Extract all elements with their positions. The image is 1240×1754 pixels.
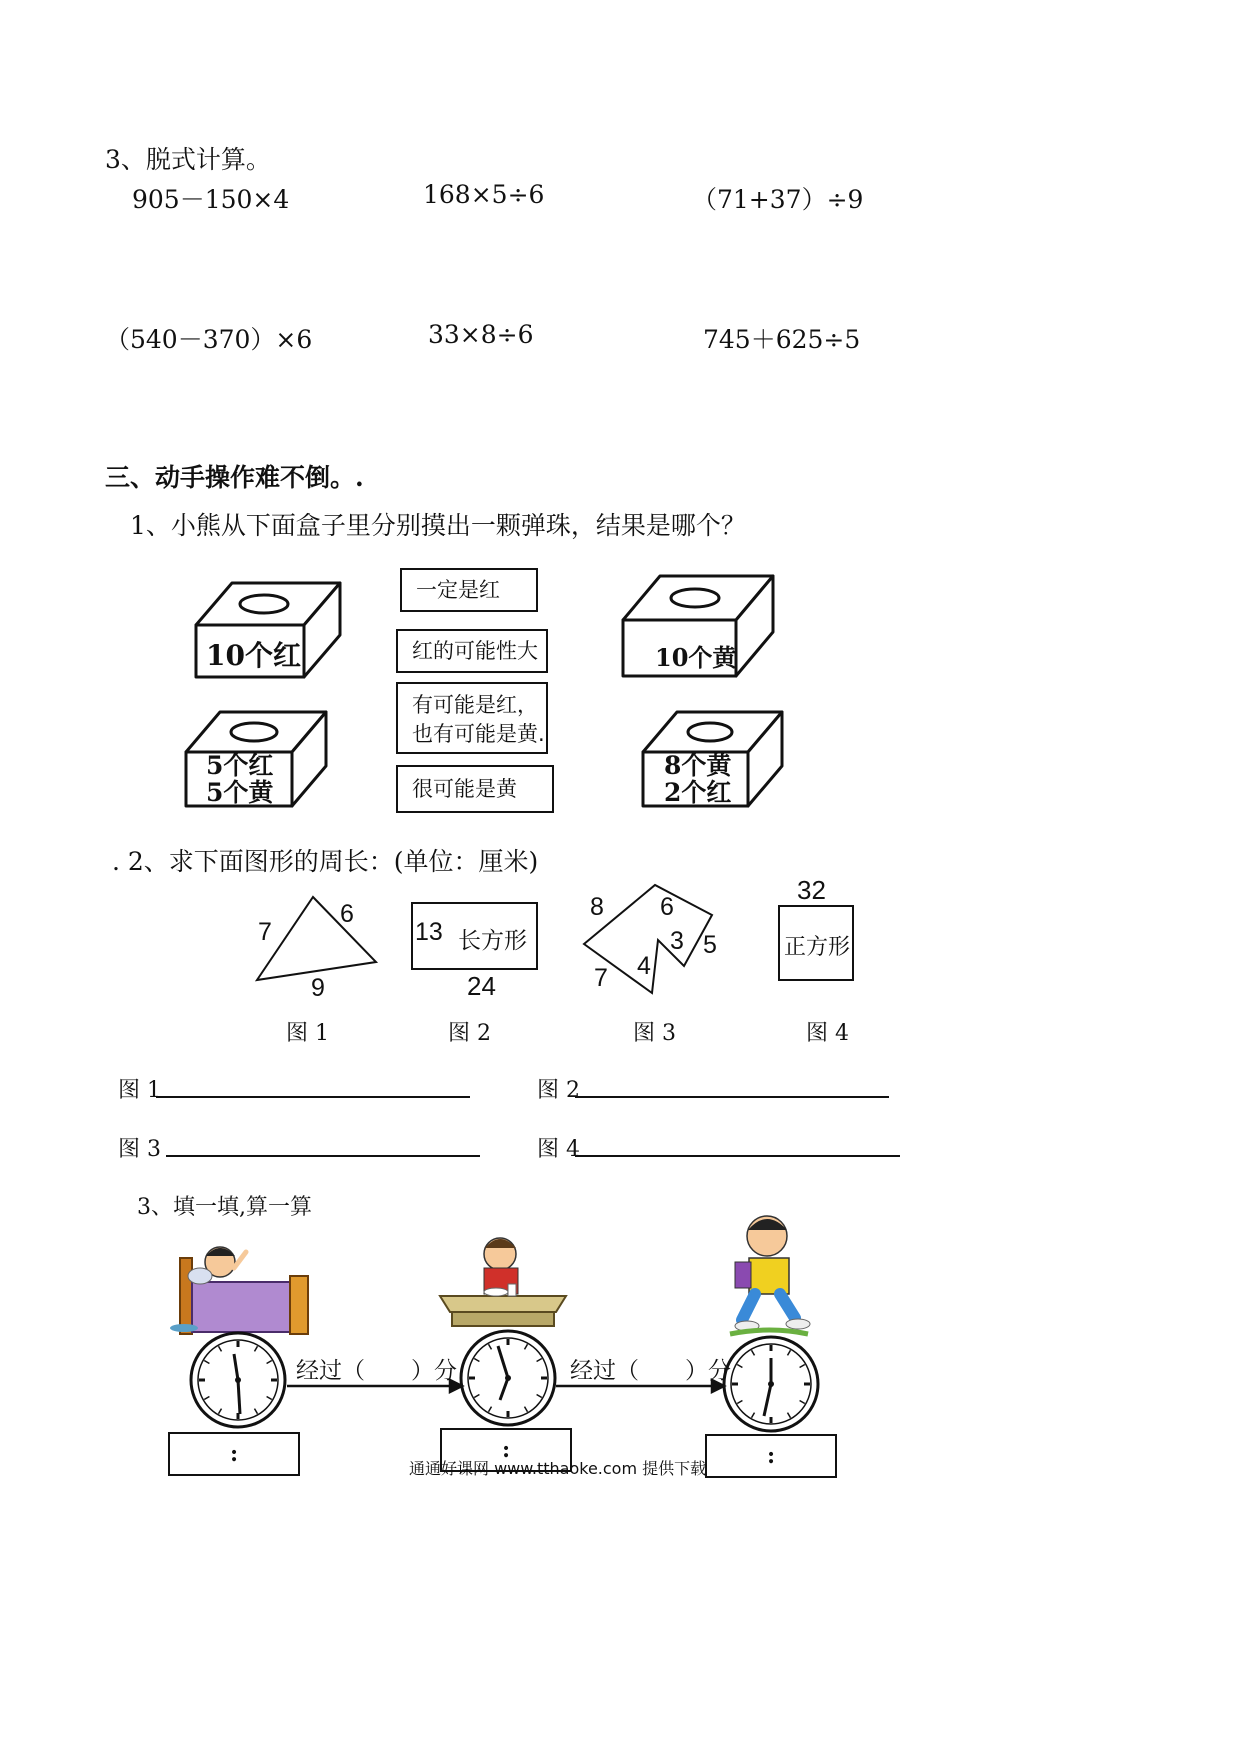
caption-fig3: 图 3 bbox=[633, 1021, 676, 1046]
option-maybe-line-2: 也有可能是黄. bbox=[412, 722, 545, 746]
fig3-side-3: 3 bbox=[670, 927, 684, 955]
option-maybe-line-1: 有可能是红， bbox=[412, 693, 538, 717]
clock-2-center bbox=[505, 1375, 511, 1381]
fig3-side-8: 8 bbox=[590, 893, 604, 921]
clock-3-center bbox=[768, 1381, 774, 1387]
fig3-side-7: 7 bbox=[594, 964, 608, 992]
q2-prompt: . 2、求下面图形的周长：(单位：厘米) bbox=[112, 847, 539, 876]
fig1-side-right: 6 bbox=[340, 900, 354, 928]
option-red-more-likely-label: 红的可能性大 bbox=[412, 639, 538, 663]
q3-prompt: 3、填一填,算一算 bbox=[137, 1195, 312, 1220]
box-label-5-red: 5个红 bbox=[206, 751, 274, 780]
time-box-1-colon: : bbox=[229, 1441, 239, 1467]
calc-problem-2: 168×5÷6 bbox=[423, 180, 545, 209]
time-box-3-colon: : bbox=[766, 1443, 776, 1469]
arrow-label-2: 经过（ ）分 bbox=[570, 1358, 731, 1384]
boy-walking-illustration bbox=[730, 1216, 810, 1334]
calc-problem-1: 905－150×4 bbox=[132, 185, 290, 214]
calc-problem-4: （540－370）×6 bbox=[105, 325, 313, 354]
answer-label-fig4: 图 4 bbox=[537, 1137, 580, 1162]
fig4-shape-name: 正方形 bbox=[784, 935, 851, 960]
clock-1-center bbox=[235, 1377, 241, 1383]
option-probably-yellow-label: 很可能是黄 bbox=[412, 777, 517, 801]
boy-eating-illustration bbox=[440, 1238, 566, 1326]
fig3-side-4: 4 bbox=[637, 952, 651, 980]
time-box-1[interactable] bbox=[168, 1432, 300, 1476]
calc-problem-5: 33×8÷6 bbox=[428, 320, 534, 349]
caption-fig2: 图 2 bbox=[448, 1021, 491, 1046]
answer-label-fig1: 图 1 bbox=[118, 1078, 161, 1103]
fig3-side-6: 6 bbox=[660, 893, 674, 921]
answer-label-fig3: 图 3 bbox=[118, 1137, 161, 1162]
footer-watermark: 通通好课网 www.tthaoke.com 提供下载 bbox=[409, 1459, 707, 1478]
calc-heading: 3、脱式计算。 bbox=[105, 145, 271, 174]
q1-prompt: 1、小熊从下面盒子里分别摸出一颗弹珠，结果是哪个？ bbox=[130, 511, 746, 540]
fig3-side-5: 5 bbox=[703, 931, 717, 959]
calc-problem-3: （71+37）÷9 bbox=[692, 185, 864, 214]
fig4-side-label: 32 bbox=[797, 875, 826, 905]
time-box-3[interactable] bbox=[705, 1434, 837, 1478]
fig1-side-left: 7 bbox=[258, 918, 272, 946]
fig1-side-bottom: 9 bbox=[311, 974, 325, 1002]
box-label-10-red: 10个红 bbox=[206, 639, 301, 672]
option-certainly-red-label: 一定是红 bbox=[416, 578, 500, 602]
arrow-label-1: 经过（ ）分 bbox=[296, 1358, 457, 1384]
fig2-length-label: 24 bbox=[467, 971, 496, 1001]
caption-fig4: 图 4 bbox=[806, 1021, 849, 1046]
fig2-width-label: 13 bbox=[415, 918, 443, 946]
fig2-shape-name: 长方形 bbox=[458, 928, 527, 954]
calc-problem-6: 745＋625÷5 bbox=[703, 325, 861, 354]
box-label-5-yellow: 5个黄 bbox=[206, 778, 274, 807]
box-label-8-yellow: 8个黄 bbox=[664, 751, 732, 780]
time-box-2-colon: : bbox=[501, 1437, 511, 1463]
boy-in-bed-illustration bbox=[170, 1247, 308, 1334]
section3-heading: 三、动手操作难不倒。. bbox=[105, 463, 364, 492]
box-label-10-yellow: 10个黄 bbox=[655, 643, 737, 672]
caption-fig1: 图 1 bbox=[286, 1021, 329, 1046]
box-label-2-red: 2个红 bbox=[664, 778, 732, 807]
answer-label-fig2: 图 2 bbox=[537, 1078, 580, 1103]
